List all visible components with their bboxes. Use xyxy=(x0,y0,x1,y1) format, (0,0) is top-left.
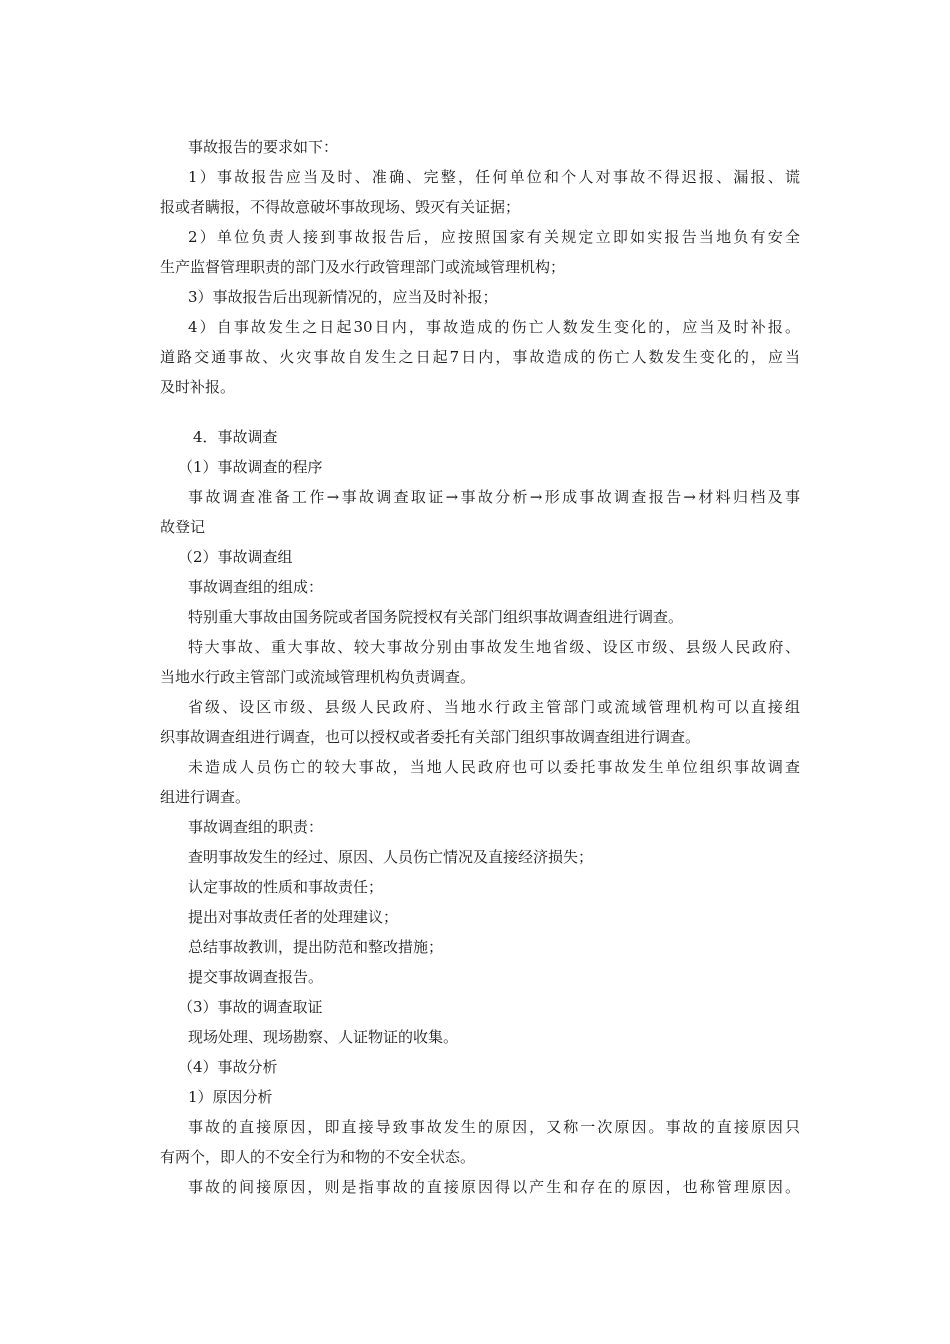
report-item-2-cont: 生产监督管理职责的部门及水行政管理部门或流域管理机构； xyxy=(160,258,566,276)
report-item-3: 3）事故报告后出现新情况的，应当及时补报； xyxy=(188,288,498,306)
team-composition-4: 未造成人员伤亡的较大事故，当地人民政府也可以委托事故发生单位组织事故调查 xyxy=(188,758,800,776)
subheading-analysis: （4）事故分析 xyxy=(178,1058,278,1076)
procedure-text-cont: 故登记 xyxy=(160,518,206,536)
team-duty-1: 查明事故发生的经过、原因、人员伤亡情况及直接经济损失； xyxy=(188,848,594,866)
team-duty-4: 总结事故教训，提出防范和整改措施； xyxy=(188,938,444,956)
team-composition-3: 省级、设区市级、县级人民政府、当地水行政主管部门或流域管理机构可以直接组 xyxy=(188,698,800,716)
cause-analysis-title: 1）原因分析 xyxy=(188,1088,273,1106)
section-heading: 4．事故调查 xyxy=(193,428,278,446)
subheading-procedure: （1）事故调查的程序 xyxy=(178,458,323,476)
report-item-4: 4）自事故发生之日起30日内，事故造成的伤亡人数发生变化的，应当及时补报。 xyxy=(188,318,800,336)
team-composition-3-cont: 织事故调查组进行调查，也可以授权或者委托有关部门组织事故调查组进行调查。 xyxy=(160,728,701,746)
team-composition-2-cont: 当地水行政主管部门或流域管理机构负责调查。 xyxy=(160,668,476,686)
team-duty-5: 提交事故调查报告。 xyxy=(188,968,324,986)
team-duty-3: 提出对事故责任者的处理建议； xyxy=(188,908,399,926)
team-composition-title: 事故调查组的组成： xyxy=(188,578,324,596)
procedure-text: 事故调查准备工作→事故调查取证→事故分析→形成事故调查报告→材料归档及事 xyxy=(188,488,800,506)
team-composition-2: 特大事故、重大事故、较大事故分别由事故发生地省级、设区市级、县级人民政府、 xyxy=(188,638,800,656)
report-item-4-cont: 道路交通事故、火灾事故自发生之日起7日内，事故造成的伤亡人数发生变化的，应当 xyxy=(160,348,800,366)
report-item-2: 2）单位负责人接到事故报告后，应按照国家有关规定立即如实报告当地负有安全 xyxy=(188,228,800,246)
report-item-4-end: 及时补报。 xyxy=(160,378,236,396)
indirect-cause-text: 事故的间接原因，则是指事故的直接原因得以产生和存在的原因，也称管理原因。 xyxy=(188,1178,800,1196)
subheading-evidence: （3）事故的调查取证 xyxy=(178,998,323,1016)
report-item-1-cont: 报或者瞒报，不得故意破坏事故现场、毁灭有关证据； xyxy=(160,198,521,216)
team-duty-2: 认定事故的性质和事故责任； xyxy=(188,878,384,896)
report-item-1: 1）事故报告应当及时、准确、完整，任何单位和个人对事故不得迟报、漏报、谎 xyxy=(188,168,800,186)
evidence-text: 现场处理、现场勘察、人证物证的收集。 xyxy=(188,1028,459,1046)
report-intro: 事故报告的要求如下： xyxy=(188,138,339,156)
subheading-team: （2）事故调查组 xyxy=(178,548,293,566)
team-composition-1: 特别重大事故由国务院或者国务院授权有关部门组织事故调查组进行调查。 xyxy=(188,608,684,626)
direct-cause-text: 事故的直接原因，即直接导致事故发生的原因，又称一次原因。事故的直接原因只 xyxy=(188,1118,800,1136)
direct-cause-text-cont: 有两个，即人的不安全行为和物的不安全状态。 xyxy=(160,1148,476,1166)
team-composition-4-cont: 组进行调查。 xyxy=(160,788,251,806)
team-duties-title: 事故调查组的职责： xyxy=(188,818,324,836)
